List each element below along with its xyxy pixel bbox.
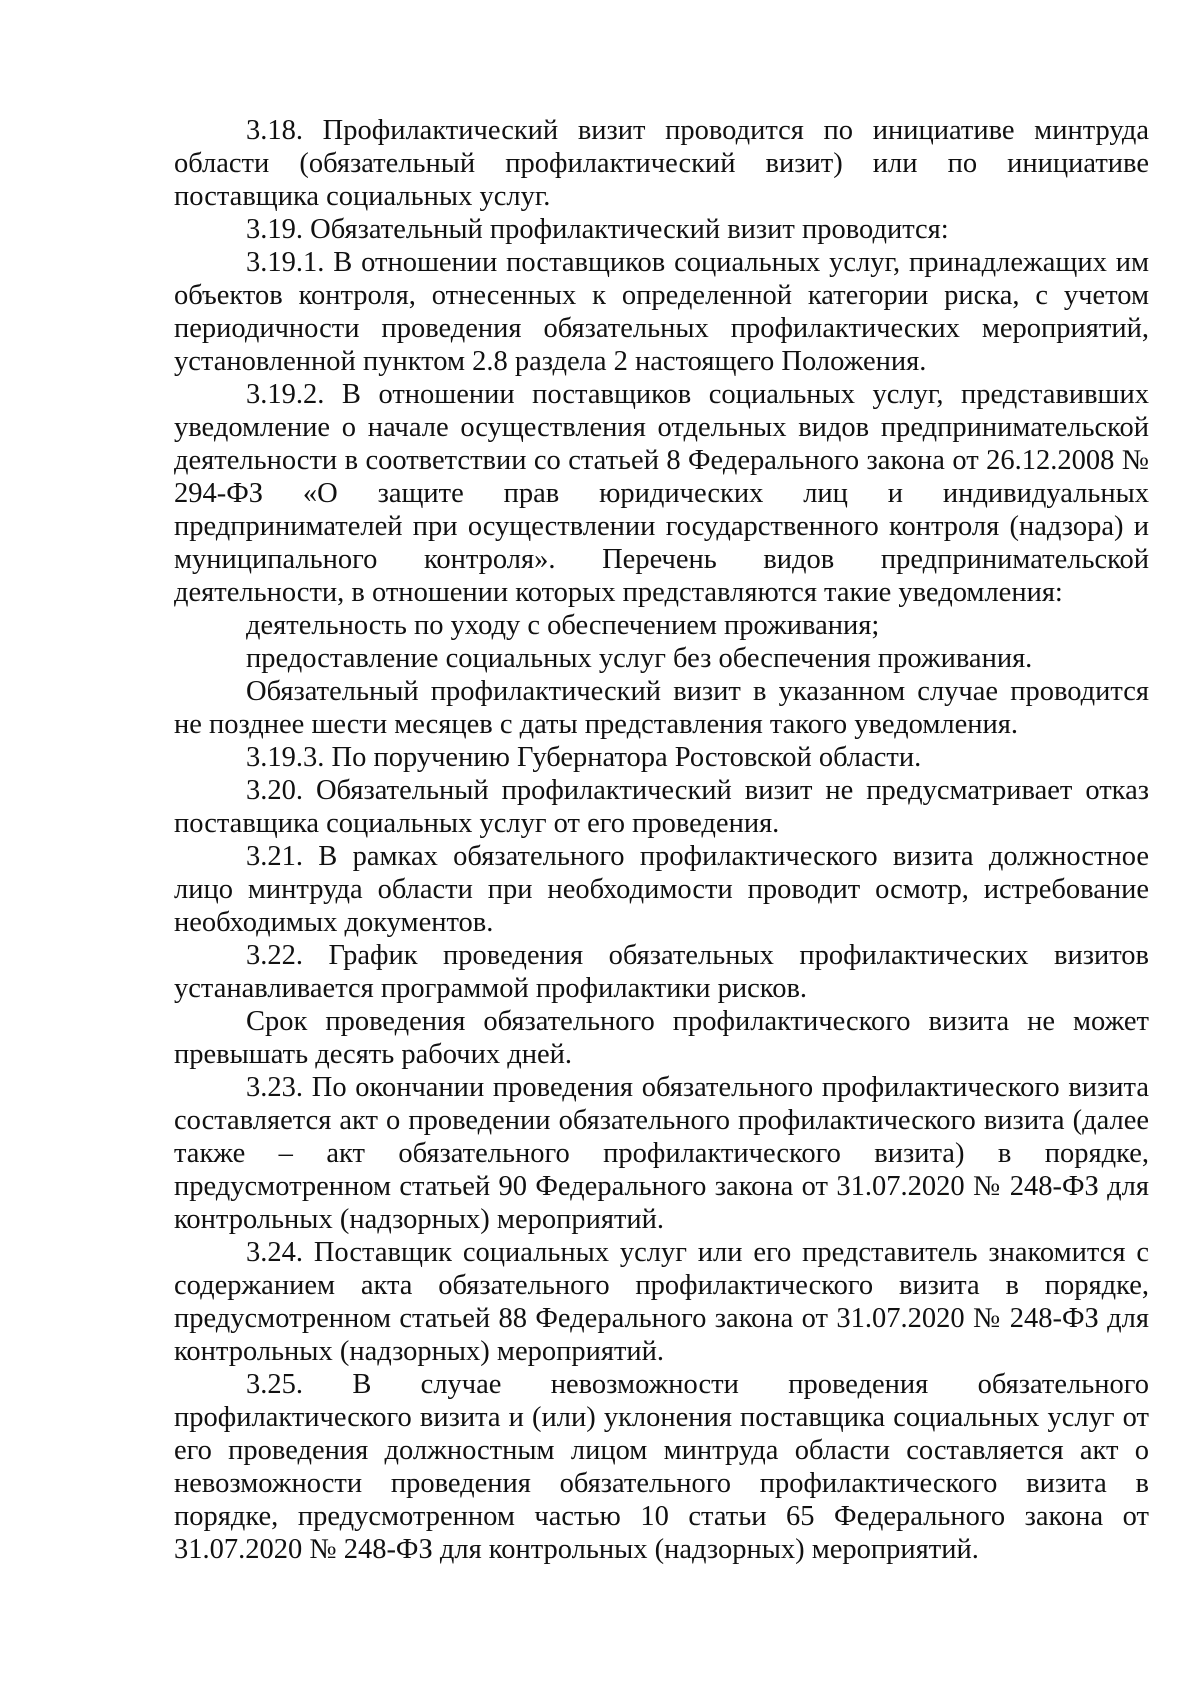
paragraph-visit-duration: Срок проведения обязательного профилактического визита не может превышать десять рабочих дней. — [174, 1006, 1149, 1070]
list-item-services-without-residence: предоставление социальных услуг без обеспечения проживания. — [246, 643, 1033, 674]
paragraph-3-24: 3.24. Поставщик социальных услуг или его представитель знакомится с содержанием акта обязательного профилактического визита в порядке, предусмотренном статьей 88 Федерального закона от 31.07.2020 № 248-ФЗ для контрольных (надзорных) мероприятий. — [174, 1237, 1149, 1367]
list-item-care-with-residence: деятельность по уходу с обеспечением проживания; — [246, 610, 880, 641]
document-body — [174, 114, 1149, 1566]
paragraph-3-19-1: 3.19.1. В отношении поставщиков социальных услуг, принадлежащих им объектов контроля, отнесенных к определенной категории риска, с учетом периодичности проведения обязательных профилактических мероприятий, установленной пунктом 2.8 раздела 2 настоящего Положения. — [174, 247, 1149, 377]
paragraph-3-19-2: 3.19.2. В отношении поставщиков социальных услуг, представивших уведомление о начале осуществления отдельных видов предпринимательской деятельности в соответствии со статьей 8 Федерального закона от 26.12.2008 № 294-ФЗ «О защите прав юридических лиц и индивидуальных предпринимателей при осуществлении государственного контроля (надзора) и муниципального контроля». Перечень видов предпринимательской деятельности, в отношении которых представляются такие уведомления: — [174, 379, 1149, 608]
paragraph-3-19-3: 3.19.3. По поручению Губернатора Ростовской области. — [246, 742, 922, 773]
paragraph-3-18: 3.18. Профилактический визит проводится по инициативе минтруда области (обязательный профилактический визит) или по инициативе поставщика социальных услуг. — [174, 115, 1149, 212]
paragraph-3-20: 3.20. Обязательный профилактический визит не предусматривает отказ поставщика социальных услуг от его проведения. — [174, 775, 1149, 839]
paragraph-3-21: 3.21. В рамках обязательного профилактического визита должностное лицо минтруда области при необходимости проводит осмотр, истребование необходимых документов. — [174, 841, 1149, 938]
paragraph-visit-deadline: Обязательный профилактический визит в указанном случае проводится не позднее шести месяцев с даты представления такого уведомления. — [174, 676, 1149, 740]
paragraph-3-19: 3.19. Обязательный профилактический визит проводится: — [246, 214, 949, 245]
paragraph-3-25: 3.25. В случае невозможности проведения обязательного профилактического визита и (или) уклонения поставщика социальных услуг от его проведения должностным лицом минтруда области составляется акт о невозможности проведения обязательного профилактического визита в порядке, предусмотренном частью 10 статьи 65 Федерального закона от 31.07.2020 № 248-ФЗ для контрольных (надзорных) мероприятий. — [174, 1369, 1149, 1565]
paragraph-3-22: 3.22. График проведения обязательных профилактических визитов устанавливается программой профилактики рисков. — [174, 940, 1149, 1004]
paragraph-3-23: 3.23. По окончании проведения обязательного профилактического визита составляется акт о проведении обязательного профилактического визита (далее также – акт обязательного профилактического визита) в порядке, предусмотренном статьей 90 Федерального закона от 31.07.2020 № 248-ФЗ для контрольных (надзорных) мероприятий. — [174, 1072, 1149, 1235]
